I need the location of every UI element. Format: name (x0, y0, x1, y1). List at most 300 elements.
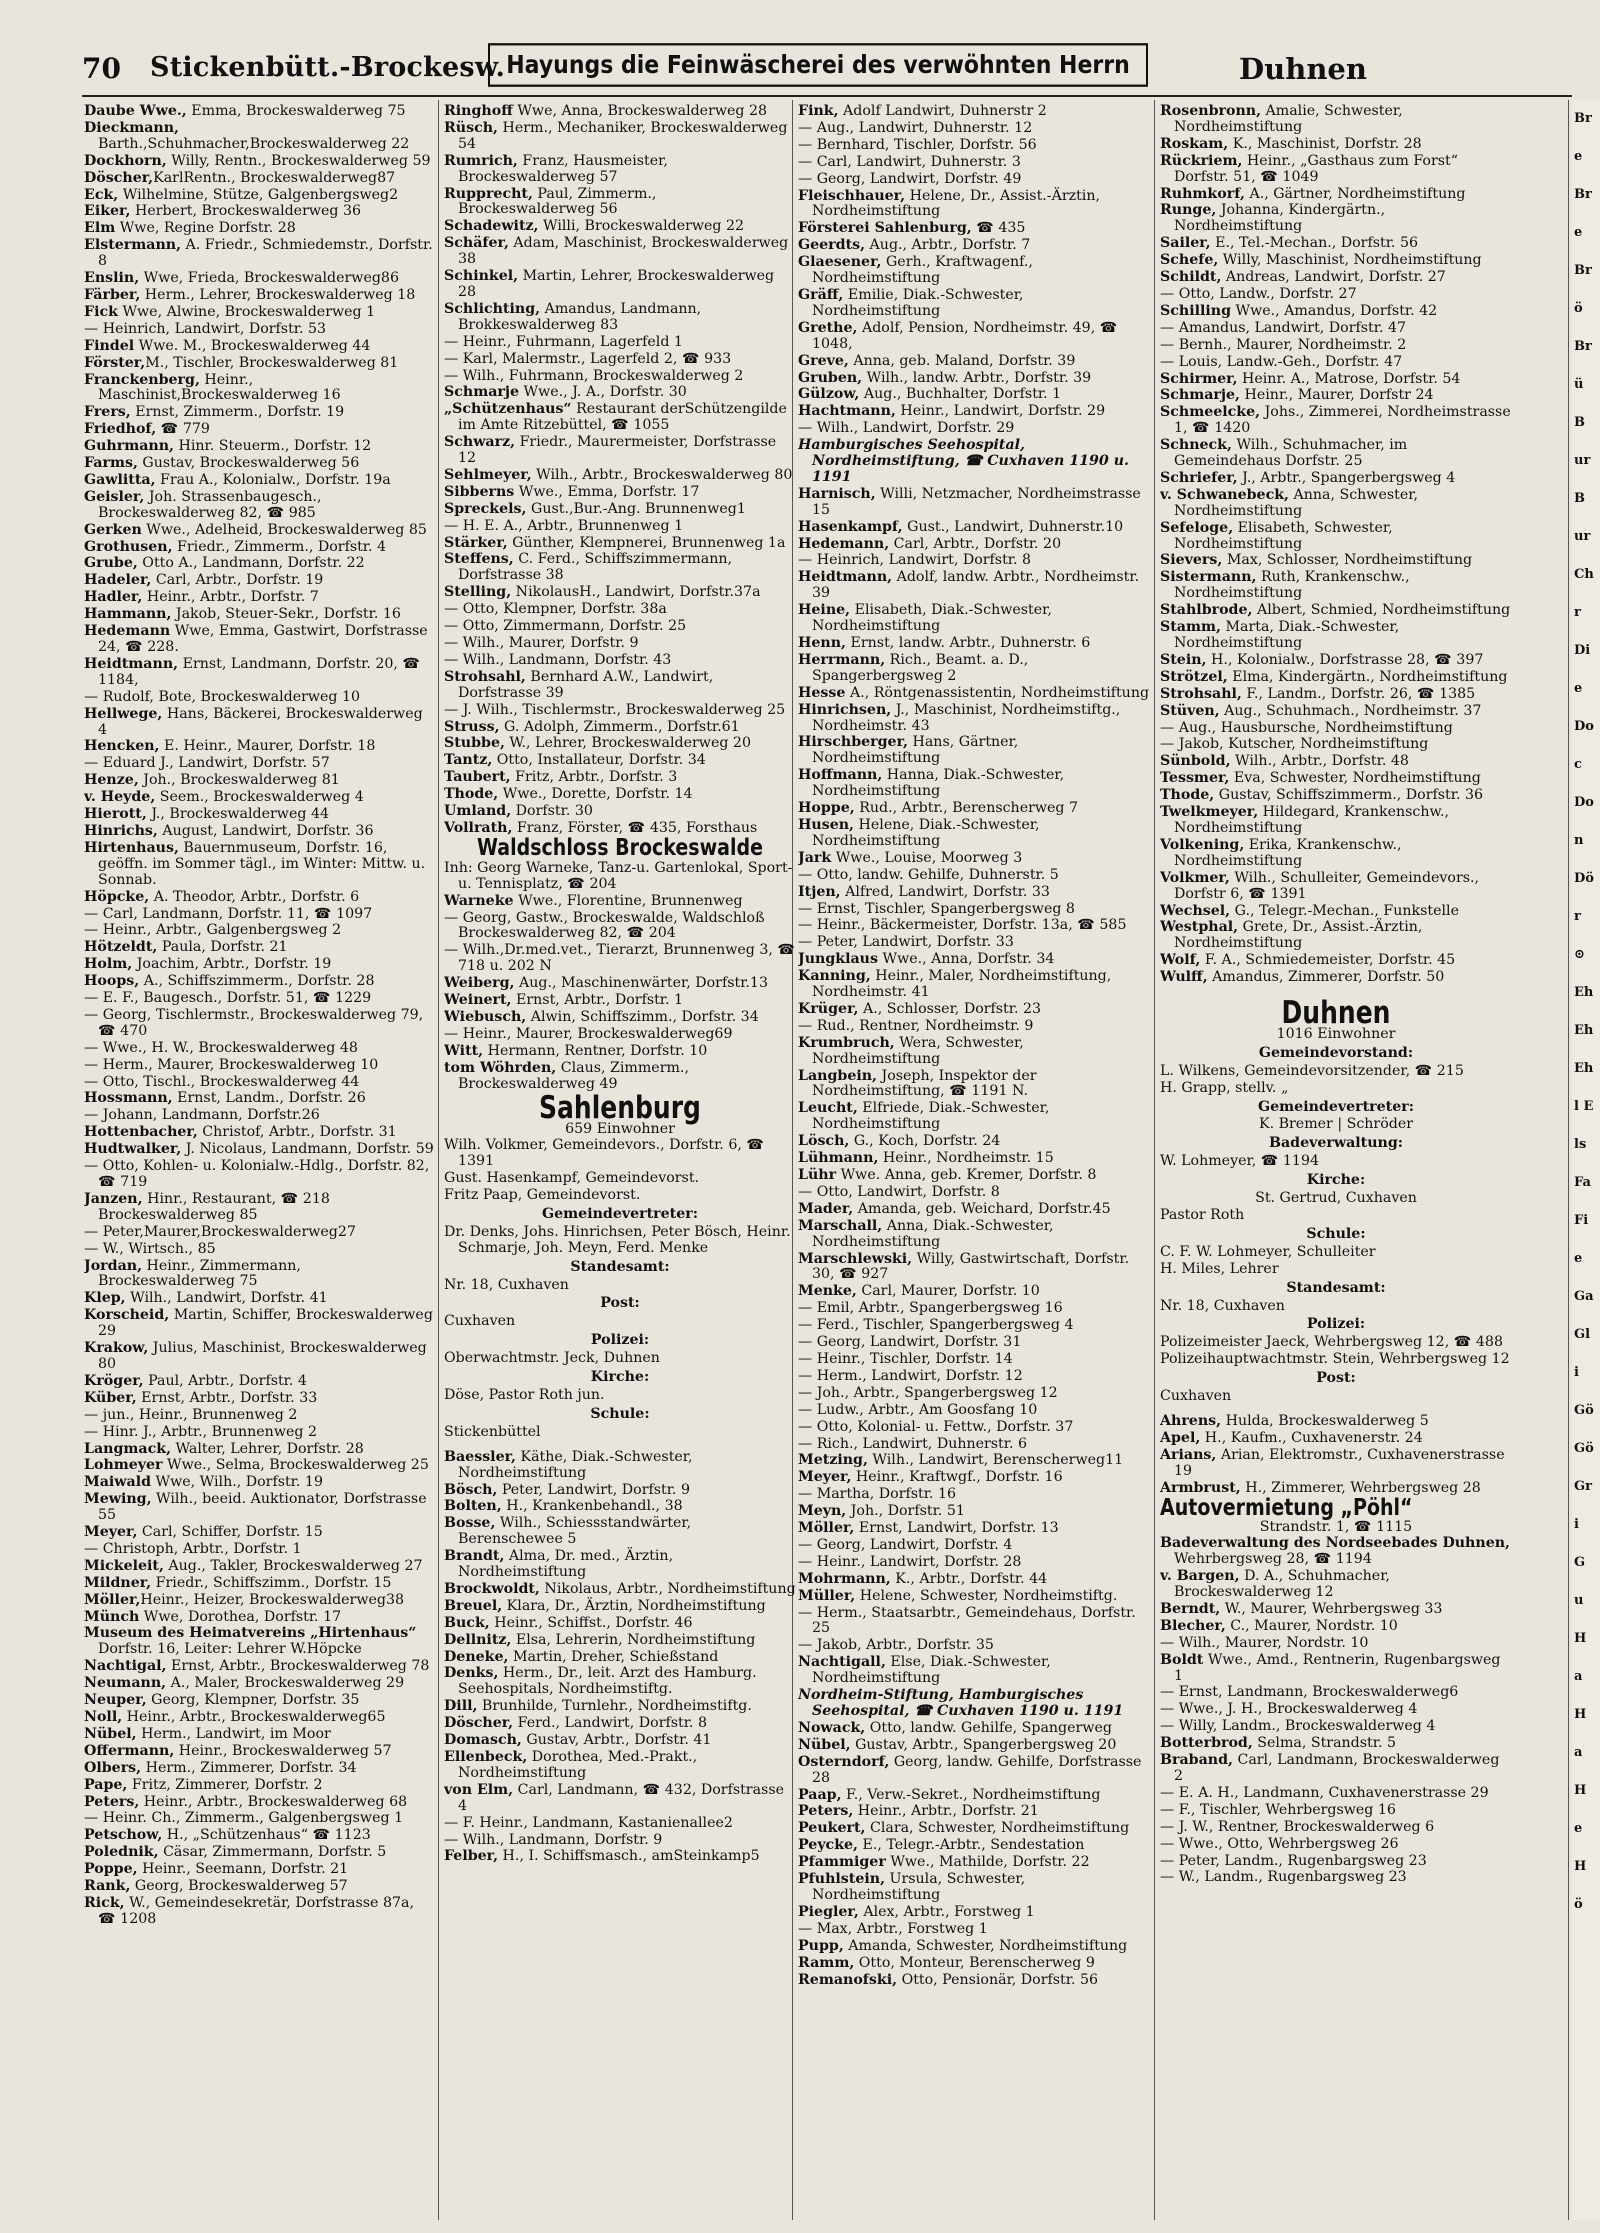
directory-entry (444, 269, 796, 301)
directory-entry (1160, 521, 1512, 553)
entry-details: — Ludw., Arbtr., Am Goosfang 10 (798, 1401, 1038, 1418)
entry-name: Wulff, (1160, 969, 1208, 986)
directory-entry (798, 189, 1150, 221)
directory-entry (798, 1002, 1150, 1018)
entry-details: Carl, Arbtr., Dorfstr. 20 (889, 535, 1062, 552)
entry-details: Barth.,Schuhmacher,Brockeswalderweg 22 (98, 135, 410, 152)
entry-name: Noll, (84, 1709, 123, 1725)
entry-name: Grethe, (798, 319, 858, 336)
directory-entry (798, 1318, 1150, 1334)
directory-entry (444, 585, 796, 601)
directory-entry (798, 1134, 1150, 1150)
entry-name: Lühmann, (798, 1150, 879, 1167)
directory-entry (1160, 1786, 1512, 1802)
entry-details: Paul, Arbtr., Dorfstr. 4 (143, 1372, 307, 1389)
directory-entry (84, 1242, 436, 1258)
entry-name: Buck, (444, 1614, 490, 1631)
entry-details: ☎ 779 (156, 421, 210, 438)
entry-details: Wwe., Louise, Moorweg 3 (831, 849, 1023, 866)
entry-name: Stein, (1160, 651, 1207, 668)
entry-name: Marschall, (798, 1217, 883, 1234)
entry-details: E., Telegr.-Arbtr., Sendestation (858, 1837, 1085, 1854)
entry-details: Gust., Landwirt, Duhnerstr.10 (902, 518, 1124, 535)
entry-name: Tessmer, (1160, 770, 1230, 787)
directory-entry (444, 104, 796, 120)
directory-entry (798, 801, 1150, 817)
entry-details: Andreas, Landwirt, Dorfstr. 27 (1221, 269, 1446, 286)
directory-entry (84, 154, 436, 170)
directory-entry (798, 155, 1150, 171)
entry-details: — Heinr., Fuhrmann, Lagerfeld 1 (444, 333, 683, 350)
entry-details: C. Ferd., Schiffszimmermann, Dorfstrasse 38 (458, 551, 732, 584)
entry-details: H., I. Schiffsmasch., amSteinkamp5 (498, 1848, 760, 1865)
entry-name: Dellnitz, (444, 1631, 512, 1648)
entry-details: Jakob, Steuer-Sekr., Dorfstr. 16 (171, 606, 401, 623)
entry-details: Wwe., J. A., Dorfstr. 30 (519, 384, 687, 401)
entry-details: — Wilh., Landmann, Dorfstr. 9 (444, 1831, 663, 1848)
directory-entry (444, 943, 796, 975)
directory-entry (798, 1973, 1150, 1989)
directory-entry (798, 221, 1150, 237)
entry-details: Ernst, Arbtr., Dorfstr. 1 (511, 992, 684, 1009)
entry-name: Petschow, (84, 1827, 163, 1844)
entry-name: Spreckels, (444, 500, 527, 517)
entry-name: Schinkel, (444, 268, 519, 285)
directory-entry (444, 435, 796, 467)
directory-entry (84, 1391, 436, 1407)
directory-entry (444, 804, 796, 820)
directory-entry (84, 339, 436, 355)
entry-name: Hencken, (84, 738, 160, 755)
entry-details: D. A., Schuhmacher, Brockeswalderweg 12 (1174, 1568, 1390, 1601)
directory-entry (84, 1308, 436, 1340)
directory-entry (84, 556, 436, 572)
directory-entry (1160, 1820, 1512, 1836)
directory-entry (798, 918, 1150, 934)
directory-entry (1160, 1448, 1512, 1480)
entry-details: Peter, Landwirt, Dorfstr. 9 (497, 1481, 690, 1498)
duhnen-standesamt: Nr. 18, Cuxhaven (1160, 1297, 1285, 1314)
entry-details: Herm., Mechaniker, Brockeswalderweg 54 (458, 119, 788, 152)
entry-details: Bernhard A.W., Landwirt, Dorfstrasse 39 (458, 668, 714, 701)
directory-entry (1160, 920, 1512, 952)
directory-entry (84, 890, 436, 906)
directory-entry (798, 1069, 1150, 1101)
entry-details: Gust.,Bur.-Ang. Brunnenweg1 (526, 500, 746, 517)
entry-details: Julius, Maschinist, Brockeswalderweg 80 (98, 1340, 427, 1372)
entry-details: G., Telegr.-Mechan., Funkstelle (1230, 902, 1459, 919)
entry-name: Wiebusch, (444, 1008, 527, 1025)
entry-details: Wwe., Adelheid, Brockeswalderweg 85 (141, 521, 427, 538)
column-2 (444, 104, 796, 2214)
entry-details: Wwe. Anna, geb. Kremer, Dorfstr. 8 (836, 1167, 1097, 1183)
entries-sahlenburg-n-r (798, 1721, 1150, 1989)
directory-entry (84, 657, 436, 689)
entry-name: Greve, (798, 352, 849, 369)
directory-entry (84, 238, 436, 270)
entry-details: Wilh., landw. Arbtr., Dorfstr. 39 (862, 369, 1092, 386)
directory-entry (444, 1010, 796, 1026)
entry-name: Gülzow, (798, 386, 860, 403)
entry-name: Witt, (444, 1042, 484, 1059)
entry-name: Leucht, (798, 1100, 858, 1117)
directory-entry (84, 288, 436, 304)
directory-entry (1160, 405, 1512, 437)
entry-name: Mildner, (84, 1574, 152, 1591)
entry-details: A., Gärtner, Nordheimstiftung (1244, 185, 1466, 202)
entry-details: Heinr., Arbtr., Dorfstr. 21 (853, 1803, 1039, 1820)
entry-name: Gerken (84, 521, 142, 538)
directory-entry (1160, 355, 1512, 371)
entry-details: Joh., Brockeswalderweg 81 (138, 772, 340, 789)
directory-entry (84, 907, 436, 923)
directory-entry (798, 1655, 1150, 1687)
sahlenburg-vertreter-label: Gemeindevertreter: (542, 1205, 698, 1222)
entry-name: Umland, (444, 803, 512, 820)
entry-details: A., Schiffszimmerm., Dorfstr. 28 (139, 973, 375, 990)
entry-details: — J. W., Rentner, Brockeswalderweg 6 (1160, 1818, 1435, 1835)
waldschloss-owner: Inh: Georg Warneke, Tanz-u. Gartenlokal, Sport- u. Tennisplatz, ☎ 204 (444, 859, 793, 892)
entry-name: Küber, (84, 1389, 137, 1406)
entry-details: — Peter,Maurer,Brockeswalderweg27 (84, 1223, 356, 1240)
entry-details: Martin, Schiffer, Brockeswalderweg 29 (98, 1307, 433, 1340)
entry-name: Denks, (444, 1665, 499, 1682)
entry-details: Wilhelmine, Stütze, Galgenbergsweg2 (118, 186, 399, 203)
directory-entry (84, 422, 436, 438)
entry-name: Boldt (1160, 1651, 1204, 1668)
directory-entry (1160, 488, 1512, 520)
directory-entry (444, 619, 796, 635)
directory-entry (444, 636, 796, 652)
entry-details: NikolausH., Landwirt, Dorfstr.37a (511, 584, 761, 601)
entry-details: Alex, Arbtr., Forstweg 1 (858, 1903, 1035, 1920)
directory-entry (798, 1589, 1150, 1605)
directory-entry (798, 520, 1150, 536)
entry-details: Heinr., „Gasthaus zum Forst“ Dorfstr. 51, ☎ 1049 (1174, 152, 1458, 185)
directory-entry (444, 1716, 796, 1732)
entry-name: v. Schwanebeck, (1160, 486, 1289, 503)
entry-name: Eck, (84, 186, 119, 203)
duhnen-vorstand: L. Wilkens, Gemeindevorsitzender, ☎ 215 (1160, 1062, 1464, 1079)
directory-entry (798, 1504, 1150, 1520)
directory-entry (84, 1879, 436, 1895)
sahlenburg-standesamt: Nr. 18, Cuxhaven (444, 1276, 569, 1293)
entry-details: Wilh., Schiessstandwärter, Berenschewee 5 (458, 1515, 692, 1548)
directory-entry (84, 1845, 436, 1861)
entry-details: — jun., Heinr., Brunnenweg 2 (84, 1406, 298, 1423)
entry-details: Helene, Dr., Assist.-Ärztin, Nordheimstiftung (812, 187, 1100, 220)
entry-details: Cäsar, Zimmermann, Dorfstr. 5 (158, 1844, 387, 1861)
edge-letters: Bre Bre Brö Brü Bur Bur Chr Die Doc Don Dör ⊙ Eh Eh Ehl Els Fa Fie Ga Gli Gö Gö Gri Gu Ha Ha He Hö (1574, 111, 1594, 1912)
directory-entry (84, 171, 436, 187)
entry-details: — W., Landm., Rugenbargsweg 23 (1160, 1869, 1407, 1886)
duhnen-polizei-label: Polizei: (1306, 1316, 1366, 1333)
entry-details: — Heinr. Ch., Zimmerm., Galgenbergsweg 1 (84, 1810, 404, 1827)
entry-details: Helene, Schwester, Nordheimstiftg. (855, 1587, 1118, 1604)
entry-details: Alma, Dr. med., Ärztin, Nordheimstiftung (458, 1548, 674, 1581)
duhnen-vorstand: H. Grapp, stellv. „ (1160, 1079, 1289, 1096)
entry-details: Wwe., Mathilde, Dorfstr. 22 (885, 1854, 1090, 1871)
entry-name: Schefe, (1160, 252, 1219, 269)
directory-entry (444, 552, 796, 584)
directory-entry (444, 1516, 796, 1548)
entry-name: Fleischhauer, (798, 187, 906, 204)
entry-name: Meyn, (798, 1503, 847, 1520)
directory-entry (798, 321, 1150, 353)
entry-name: Geisler, (84, 488, 145, 505)
directory-entry (798, 1872, 1150, 1904)
entries-sahlenburg (444, 1450, 796, 1866)
directory-entry (444, 1044, 796, 1060)
directory-entry (1160, 338, 1512, 354)
entry-details: — Bernhard, Tischler, Dorfstr. 56 (798, 136, 1037, 153)
entry-details: Wwe, Alwine, Brockeswalderweg 1 (117, 303, 376, 320)
entry-details: — Heinr., Arbtr., Galgenbergsweg 2 (84, 922, 342, 939)
entry-name: Hudtwalker, (84, 1141, 182, 1158)
entry-details: Frau A., Kolonialw., Dorfstr. 19a (155, 471, 391, 488)
entry-name: Höpcke, (84, 888, 150, 905)
entry-details: M., Tischler, Brockeswalderweg 81 (145, 354, 399, 371)
entry-details: J., Arbtr., Spangerbergsweg 4 (1237, 469, 1456, 486)
entry-name: Fick (84, 303, 118, 320)
entry-name: Badeverwaltung des Nordseebades Duhnen, (1160, 1535, 1510, 1552)
directory-entry (444, 736, 796, 752)
entry-details: F., Landm., Dorfstr. 26, ☎ 1385 (1241, 685, 1476, 702)
directory-entry (84, 1492, 436, 1524)
entry-details: — Georg, Landwirt, Dorfstr. 4 (798, 1536, 1013, 1553)
entry-details: Dorothea, Med.-Prakt., Nordheimstiftung (458, 1749, 698, 1781)
directory-entry (1160, 670, 1512, 686)
entry-name: Polednik, (84, 1844, 159, 1861)
entry-name: Sünbold, (1160, 753, 1231, 770)
entry-name: Harnisch, (798, 485, 876, 502)
entry-name: Olbers, (84, 1759, 142, 1776)
directory-entry (84, 991, 436, 1007)
duhnen-polizei: Polizeihauptwachtmstr. Stein, Wehrbergsweg 12 (1160, 1351, 1510, 1368)
entry-name: Henze, (84, 772, 139, 789)
directory-entry (798, 255, 1150, 287)
duhnen-vertreter: K. Bremer | Schröder (1258, 1116, 1414, 1133)
entry-details: — Eduard J., Landwirt, Dorfstr. 57 (84, 755, 330, 772)
entry-name: Gawlitta, (84, 471, 156, 488)
entry-details: Carl, Landmann, ☎ 432, Dorfstrasse 4 (458, 1781, 785, 1814)
entry-name: Peters, (84, 1793, 140, 1810)
entry-details: — Heinr., Tischler, Dorfstr. 14 (798, 1350, 1013, 1367)
entry-details: J. Nicolaus, Landmann, Dorfstr. 59 (181, 1141, 434, 1158)
entry-name: Döscher, (444, 1715, 514, 1732)
entry-name: Geerdts, (798, 237, 866, 254)
sahlenburg-official: Gust. Hasenkampf, Gemeindevorst. (444, 1170, 700, 1187)
entry-name: Thode, (444, 786, 499, 803)
entry-details: Amalie, Schwester, Nordheimstiftung (1174, 104, 1403, 135)
entry-name: Janzen, (84, 1190, 143, 1207)
entry-name: Nachtigal, (84, 1658, 167, 1675)
directory-entry (798, 1821, 1150, 1837)
directory-entry (798, 1301, 1150, 1317)
entry-details: — Wwe., J. H., Brockeswalderweg 4 (1160, 1701, 1418, 1718)
entry-name: Dockhorn, (84, 152, 167, 169)
entry-name: Hirtenhaus, (84, 839, 179, 856)
entry-details: Wera, Schwester, Nordheimstiftung (812, 1034, 1024, 1067)
duhnen-vorstand-label: Gemeindevorstand: (1258, 1044, 1414, 1061)
entry-details: — Otto, Tischl., Brockeswalderweg 44 (84, 1073, 360, 1090)
directory-entry (444, 385, 796, 401)
entry-name: Struss, (444, 718, 500, 735)
directory-entry (84, 1125, 436, 1141)
entry-details: — Otto, Zimmermann, Dorfstr. 25 (444, 618, 687, 635)
directory-entry (1160, 203, 1512, 235)
directory-entry (84, 1542, 436, 1558)
entry-details: Hermann, Rentner, Dorfstr. 10 (483, 1042, 708, 1059)
directory-entry (1160, 904, 1512, 920)
entry-name: Hottenbacher, (84, 1124, 198, 1141)
directory-entry (798, 935, 1150, 951)
duhnen-polizei: Polizeimeister Jaeck, Wehrbergsweg 12, ☎ 488 (1160, 1334, 1503, 1351)
entry-details: Ursula, Schwester, Nordheimstiftung (812, 1871, 1026, 1903)
entry-details: Heinr., Brockeswalderweg 57 (174, 1742, 392, 1759)
directory-entry (444, 536, 796, 552)
entry-name: Heine, (798, 602, 851, 619)
entry-details: Elisabeth, Diak.-Schwester, Nordheimstiftung (812, 602, 1052, 635)
entry-details: — Georg, Gastw., Brockeswalde, Waldschloß Brockeswalderweg 82, ☎ 204 (444, 909, 765, 942)
entry-name: Hinrichsen, (798, 701, 892, 718)
entry-details: Friedr., Schiffszimm., Dorfstr. 15 (151, 1574, 392, 1591)
entry-details: Grete, Dr., Assist.-Ärztin, Nordheimstiftung (1174, 919, 1423, 952)
directory-entry (84, 1744, 436, 1760)
directory-entry (798, 354, 1150, 370)
duhnen-population: 1016 Einwohner (1276, 1025, 1396, 1042)
entry-name: Rank, (84, 1878, 131, 1895)
directory-entry (444, 1750, 796, 1782)
entry-details: Hinr. Steuerm., Dorfstr. 12 (174, 438, 372, 455)
directory-entry (84, 1142, 436, 1158)
entry-name: Rupprecht, (444, 185, 533, 202)
directory-entry (444, 670, 796, 702)
entry-details: — W., Wirtsch., 85 (84, 1240, 216, 1257)
entry-name: Bolten, (444, 1498, 502, 1515)
entry-details: — E. A. H., Landmann, Cuxhavenerstrasse 29 (1160, 1784, 1489, 1801)
entry-details: Adam, Maschinist, Brockeswalderweg 38 (458, 235, 789, 268)
directory-entry (1160, 1431, 1512, 1447)
entry-details: K., Maschinist, Dorfstr. 28 (1228, 135, 1422, 152)
entry-details: Wwe, Anna, Brockeswalderweg 28 (512, 104, 768, 119)
entry-details: Otto, Pensionär, Dorfstr. 56 (897, 1971, 1099, 1988)
entry-name: Schmarje (444, 384, 520, 401)
directory-entry (444, 770, 796, 786)
entry-name: Herrmann, (798, 651, 886, 668)
directory-entry (84, 523, 436, 539)
entry-details: Amandus, Zimmerer, Dorfstr. 50 (1207, 969, 1445, 986)
entry-name: Maiwald (84, 1474, 152, 1491)
entry-details: — Hinr. J., Arbtr., Brunnenweg 2 (84, 1423, 317, 1440)
directory-entry (798, 404, 1150, 420)
directory-entry (84, 707, 436, 739)
directory-entry (798, 1956, 1150, 1972)
entry-details: Hans, Bäckerei, Brockeswalderweg 4 (98, 705, 423, 738)
directory-entry (84, 1374, 436, 1390)
entry-name: Langbein, (798, 1067, 877, 1084)
directory-entry (444, 720, 796, 736)
sahlenburg-population: 659 Einwohner (565, 1121, 675, 1138)
entry-name: Hoops, (84, 973, 140, 990)
entry-details: Heinr., Maschinist,Brockeswalderweg 16 (98, 371, 341, 404)
directory-entry (84, 456, 436, 472)
entry-details: Paul, Zimmerm., Brockeswalderweg 56 (458, 185, 657, 218)
directory-entry (84, 923, 436, 939)
entry-details: Fritz, Zimmerer, Dorfstr. 2 (127, 1776, 323, 1793)
entry-name: Weiberg, (444, 975, 515, 992)
entry-name: Hasenkampf, (798, 518, 903, 535)
entry-details: Ernst, Landmann, Dorfstr. 20, ☎ 1184, (98, 655, 421, 688)
directory-entry (84, 1525, 436, 1541)
entry-details: ☎ 435 (971, 220, 1026, 237)
entry-name: Schneck, (1160, 437, 1232, 454)
directory-entry (1160, 1602, 1512, 1618)
directory-entry (444, 485, 796, 501)
entry-name: Strohsahl, (444, 668, 526, 685)
entry-name: Krakow, (84, 1340, 149, 1357)
waldschloss-heading: Waldschloss Brockeswalde (477, 834, 763, 861)
directory-entry (1160, 1753, 1512, 1785)
directory-entry (798, 387, 1150, 403)
entry-name: Schriefer, (1160, 469, 1238, 486)
directory-entry (1160, 1619, 1512, 1635)
entry-name: Nübel, (84, 1725, 137, 1742)
entry-details: Joachim, Arbtr., Dorfstr. 19 (132, 956, 332, 973)
entry-name: Elstermann, (84, 237, 182, 254)
entry-name: Sievers, (1160, 552, 1223, 569)
entry-name: Jark (798, 849, 832, 866)
sahlenburg-schule-label: Schule: (590, 1405, 650, 1422)
directory-entry (84, 1058, 436, 1074)
entry-name: Mader, (798, 1200, 854, 1217)
entry-details: Hildegard, Krankenschw., Nordheimstiftung (1174, 804, 1449, 836)
directory-entry (1160, 1653, 1512, 1685)
duhnen-bade-label: Badeverwaltung: (1268, 1135, 1403, 1152)
entry-name: Daube Wwe., (84, 104, 187, 119)
entry-name: Rick, (84, 1894, 125, 1911)
entry-name: Hesse (798, 684, 846, 701)
directory-entry (84, 1008, 436, 1040)
directory-entry (444, 1616, 796, 1632)
entry-name: Volkening, (1160, 836, 1245, 853)
directory-entry (798, 1202, 1150, 1218)
entry-details: Adolf Landwirt, Duhnerstr 2 (838, 104, 1047, 119)
place-heading: Duhnen (1239, 52, 1367, 86)
directory-entry (798, 1606, 1150, 1638)
directory-entry (798, 553, 1150, 569)
entry-details: Heinr. A., Matrose, Dorfstr. 54 (1237, 370, 1461, 387)
entry-details: Anna, geb. Maland, Dorfstr. 39 (848, 352, 1076, 369)
directory-entry (1160, 970, 1512, 986)
directory-entry (444, 519, 796, 535)
directory-entry (1160, 321, 1512, 337)
directory-entry (84, 1795, 436, 1811)
directory-entry (84, 1341, 436, 1373)
entry-details: Alfred, Landwirt, Dorfstr. 33 (840, 883, 1050, 900)
entry-details: E. Heinr., Maurer, Dorfstr. 18 (159, 738, 376, 755)
entry-details: F. A., Schmiedemeister, Dorfstr. 45 (1200, 952, 1456, 969)
entry-name: Weinert, (444, 992, 512, 1009)
directory-entry (1160, 388, 1512, 404)
entry-details: — Otto, Klempner, Dorfstr. 38a (444, 601, 667, 618)
sahlenburg-vertreter: Dr. Denks, Johs. Hinrichsen, Peter Bösch, Heinr. Schmarje, Joh. Meyn, Ferd. Menke (444, 1223, 791, 1256)
entry-name: Neumann, (84, 1675, 167, 1692)
entry-details: H., „Schützenhaus“ ☎ 1123 (162, 1827, 371, 1844)
directory-entry (84, 1091, 436, 1107)
directory-entry (444, 502, 796, 518)
entry-details: Wilh., Arbtr., Dorfstr. 48 (1230, 753, 1409, 770)
